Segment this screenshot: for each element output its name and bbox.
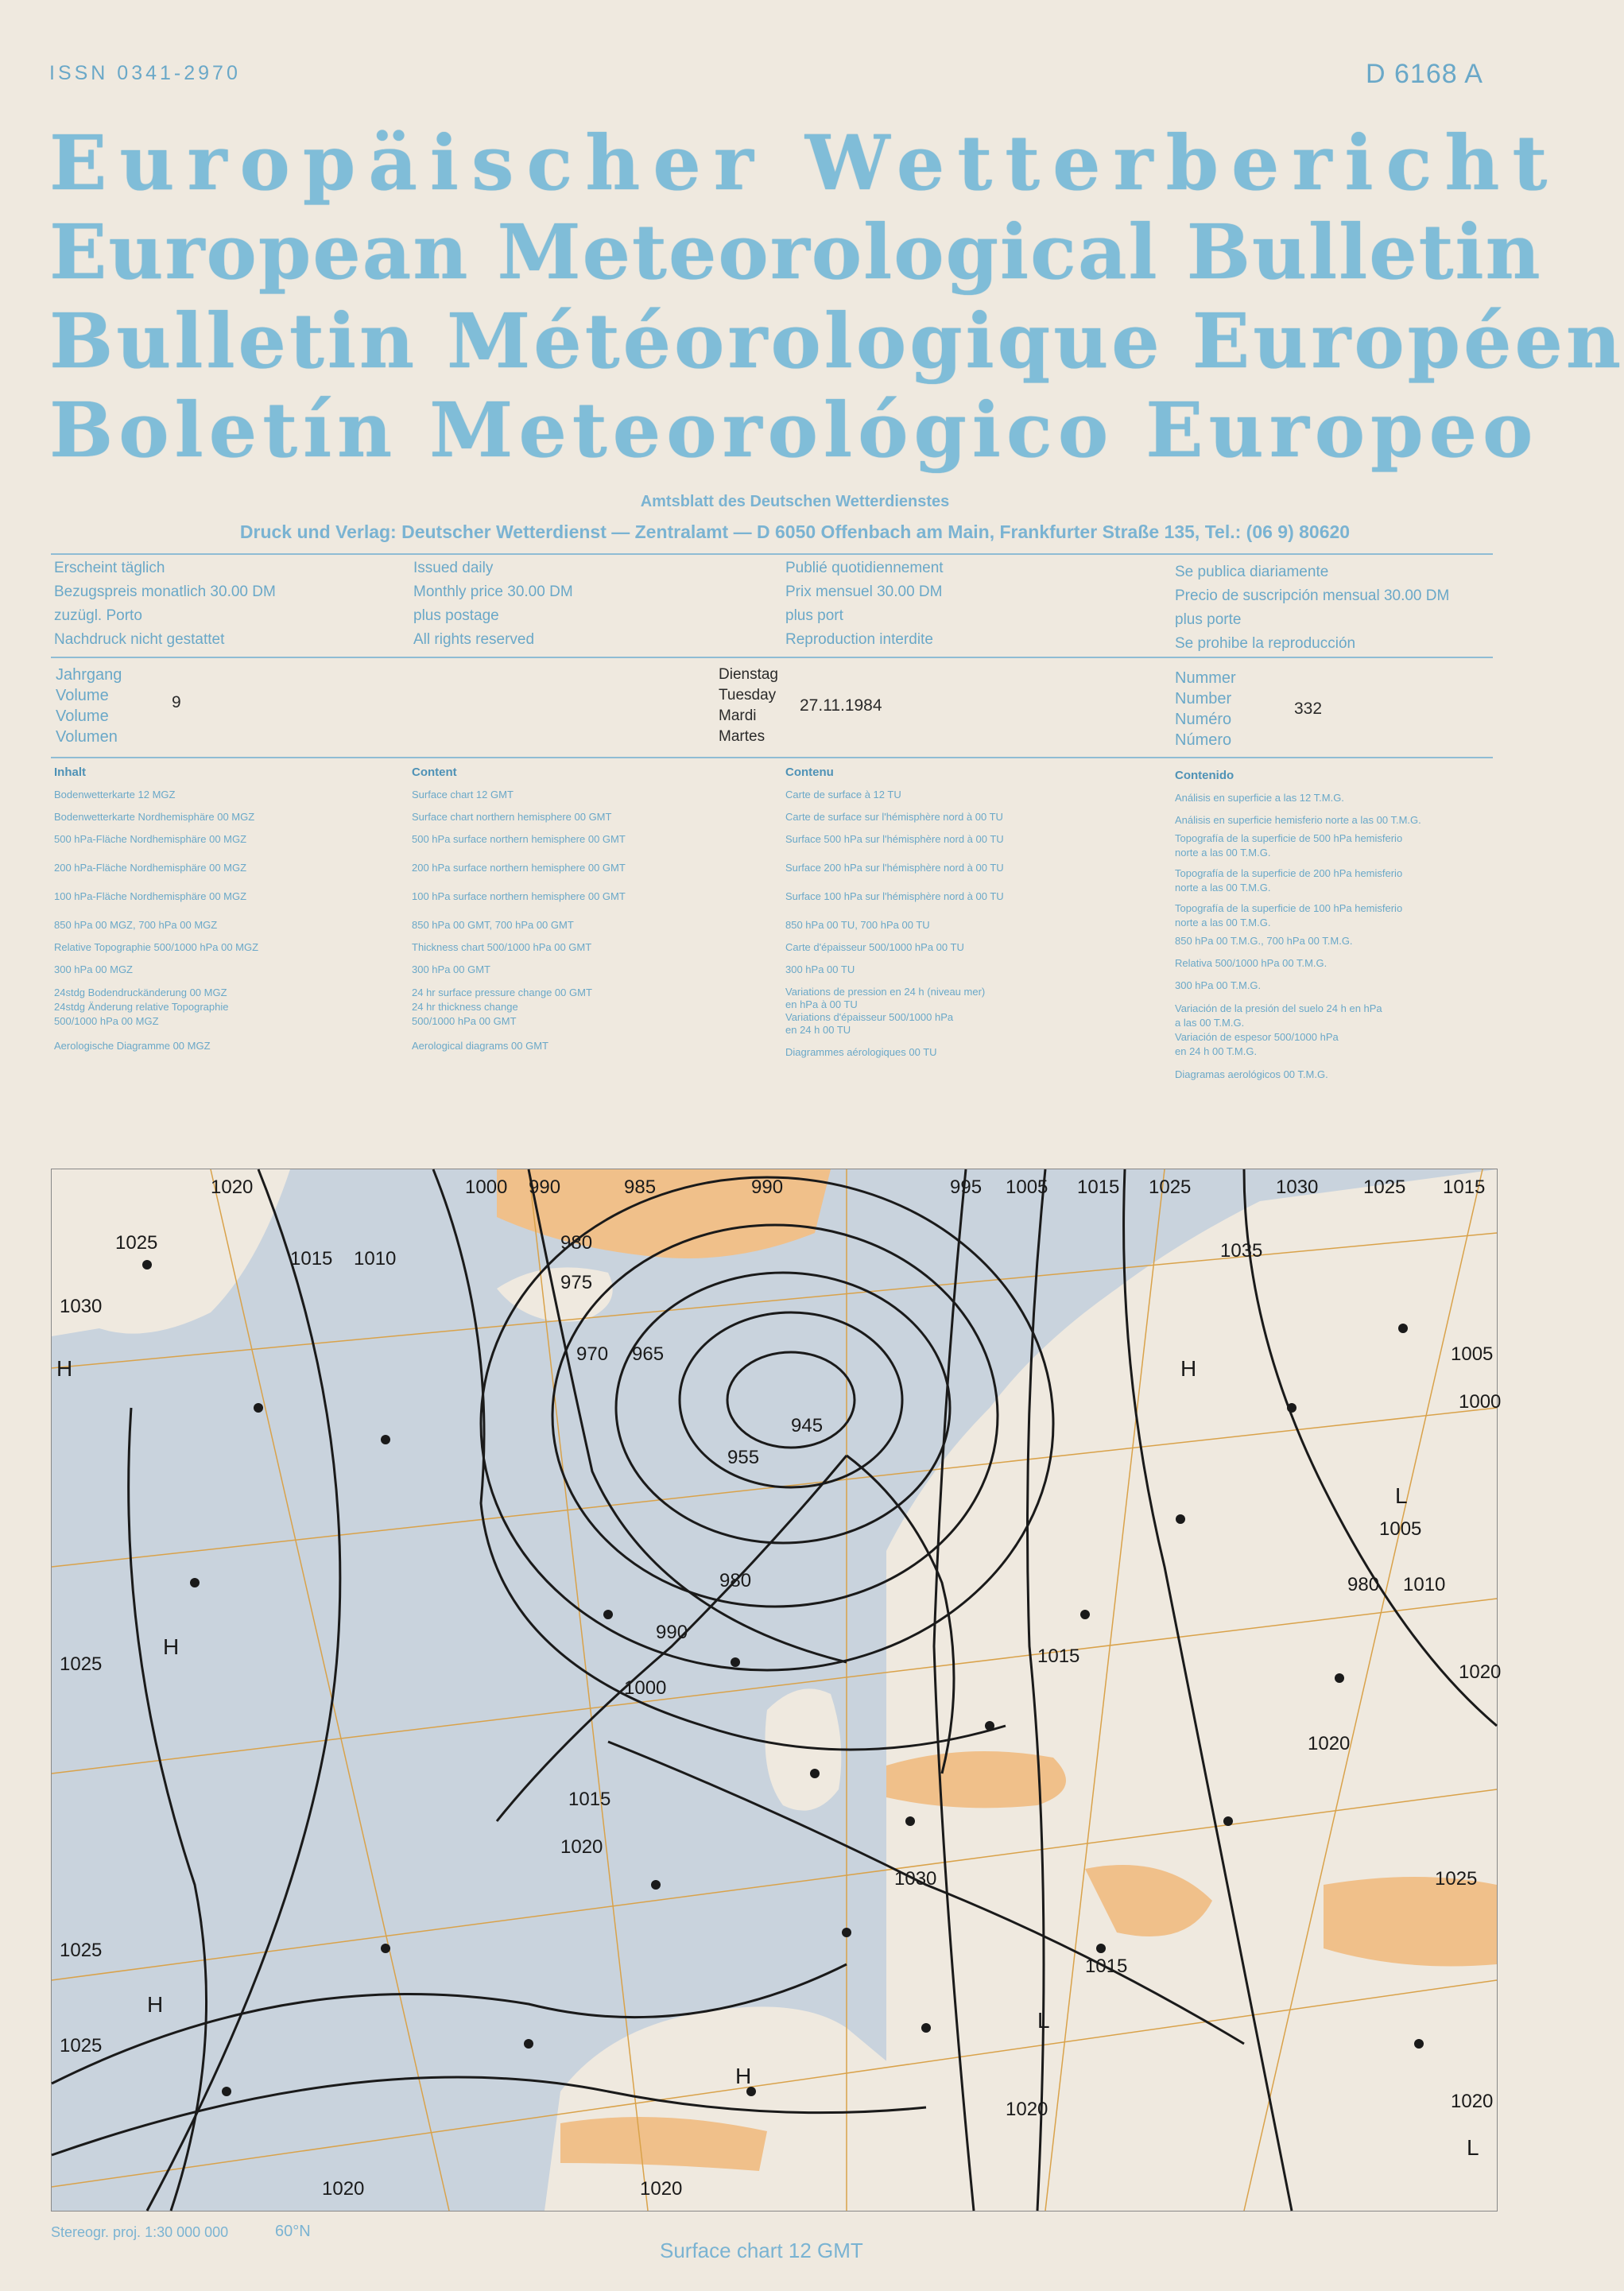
isobar-label: 1025 [1363,1177,1406,1198]
publication-code: D 6168 A [1366,59,1483,89]
isobar-label: 1020 [560,1836,603,1858]
isobar-label: 1015 [1077,1177,1120,1198]
volume-labels: Jahrgang Volume Volume Volumen [56,666,122,746]
isobar-label: 1025 [115,1232,158,1254]
isobar-label: 980 [1347,1574,1380,1595]
isobar-label: 1025 [60,2035,103,2056]
isobar-label: 980 [719,1570,752,1591]
isobar-label: 1015 [568,1789,611,1810]
low-pressure-marker: L [1467,2135,1479,2160]
terms-french: Publié quotidiennement Prix mensuel 30.00 DM plus port Reproduction interdite [785,560,944,648]
isobar-label: 1015 [1037,1646,1080,1667]
isobar-label: 1025 [60,1940,103,1961]
issue-number: 332 [1294,700,1323,718]
official-gazette-line: Amtsblatt des Deutschen Wetterdienstes [640,493,950,510]
terms-german: Erscheint täglich Bezugspreis monatlich 30.00 DM zuzügl. Porto Nachdruck nicht gestattet [54,560,276,648]
isobar-label: 1005 [1379,1518,1422,1540]
low-pressure-marker: L [1037,2008,1050,2033]
isobar-label: 1025 [1435,1868,1478,1890]
isobar-label: 965 [632,1343,665,1365]
terms-spanish: Se publica diariamente Precio de suscripción mensual 30.00 DM plus porte Se prohibe la reproducción [1175,564,1450,652]
isobar-label: 1030 [60,1296,103,1317]
title-english: European Meteorological Bulletin [49,208,1542,297]
isobar-label: 1010 [1403,1574,1446,1595]
isobar-label: 1030 [894,1868,937,1890]
isobar-label: 1020 [640,2178,683,2200]
isobar-label: 990 [656,1622,688,1643]
isobar-label: 1020 [1459,1661,1502,1683]
isobar-label: 1020 [211,1177,254,1198]
isobar-label: 975 [560,1272,593,1293]
high-pressure-marker: H [147,1992,164,2017]
isobar-label: 1020 [1006,2099,1048,2120]
chart-caption: Surface chart 12 GMT [660,2239,863,2262]
title-french: Bulletin Météorologique Européen [49,297,1624,386]
isobar-label: 1015 [1085,1956,1128,1977]
day-labels: Dienstag Tuesday Mardi Martes [719,666,778,745]
isobar-label: 1015 [1443,1177,1486,1198]
contents-french: Contenu Carte de surface à 12 TU Carte de surface sur l'hémisphère nord à 00 TU Surface 500 hPa sur l'hémisphère nord à 00 TU Surface 200 hPa sur l'hémisphère nord à 00 TU Surface 100 hPa sur l'hémisphère nord à 00 TU 850 hPa 00 TU, 700 hPa 00 TU Carte d'épaisseur 500/1000 hPa 00 TU 300 hPa 00 TU Variations de pression en 24 h (niveau mer) en hPa à 00 TU Variations d'épaisseur 500/1000 hPa en 24 h 00 TU Diagrammes aérologiques 00 TU [785,766,1004,1058]
isobar-label: 1020 [1451,2091,1494,2112]
isobar-label: 980 [560,1232,593,1254]
low-pressure-marker: L [1395,1483,1408,1508]
divider [51,553,1493,555]
latitude-note: 60°N [275,2223,311,2240]
isobar-label: 1025 [1149,1177,1192,1198]
isobar-label: 1000 [1459,1391,1502,1413]
isobar-label: 955 [727,1447,760,1468]
divider [51,657,1493,658]
isobar-label: 1005 [1006,1177,1048,1198]
number-labels: Nummer Number Numéro Número [1175,669,1236,749]
isobar-label: 970 [576,1343,609,1365]
isobar-label: 1025 [60,1653,103,1675]
surface-weather-map [51,1169,1502,2212]
isobar-label: 1000 [624,1677,667,1699]
isobar-label: 1000 [465,1177,508,1198]
issue-date: 27.11.1984 [800,696,882,715]
high-pressure-marker: H [1180,1356,1197,1381]
title-german: Europäischer Wetterbericht [49,119,1560,207]
isobar-label: 995 [950,1177,983,1198]
title-block [49,119,1624,475]
isobar-label: 1020 [322,2178,365,2200]
isobar-label: 990 [529,1177,561,1198]
divider [51,757,1493,758]
isobar-label: 945 [791,1415,824,1436]
isobar-label: 1035 [1220,1240,1263,1262]
isobar-label: 1005 [1451,1343,1494,1365]
high-pressure-marker: H [163,1634,180,1659]
high-pressure-marker: H [735,2064,752,2088]
contents-spanish: Contenido Análisis en superficie a las 12 T.M.G. Análisis en superficie hemisferio norte a las 00 T.M.G. Topografía de la superficie de 500 hPa hemisferio norte a las 00 T.M.G. Topografía de la superficie de 200 hPa hemisferio norte a las 00 T.M.G. Topografía de la superficie de 100 hPa hemisferio norte a las 00 T.M.G. 850 hPa 00 T.M.G., 700 hPa 00 T.M.G. Relativa 500/1000 hPa 00 T.M.G. 300 hPa 00 T.M.G. Variación de la presión del suelo 24 h en hPa a las 00 T.M.G. Variación de espesor 500/1000 hPa en 24 h 00 T.M.G. Diagramas aerológicos 00 T.M.G. [1175,769,1421,1080]
volume-number: 9 [172,693,181,711]
isobar-label: 1030 [1276,1177,1319,1198]
anatolia-highland [1324,1877,1497,1967]
high-pressure-marker: H [56,1356,73,1381]
isobar-label: 1015 [290,1248,333,1270]
isobar-label: 1020 [1308,1733,1351,1754]
weather-map-svg [52,1169,1502,2211]
contents-english: Content Surface chart 12 GMT Surface chart northern hemisphere 00 GMT 500 hPa surface northern hemisphere 00 GMT 200 hPa surface northern hemisphere 00 GMT 100 hPa surface northern hemisphere 00 GMT 850 hPa 00 GMT, 700 hPa 00 GMT Thickness chart 500/1000 hPa 00 GMT 300 hPa 00 GMT 24 hr surface pressure change 00 GMT 24 hr thickness change 500/1000 hPa 00 GMT Aerological diagrams 00 GMT [412,766,626,1052]
publisher-line: Druck und Verlag: Deutscher Wetterdienst — Zentralamt — D 6050 Offenbach am Main, Frankfurter Straße 135, Tel.: (06 9) 80620 [239,521,1351,542]
isobar-label: 1010 [354,1248,397,1270]
issn-number: ISSN 0341-2970 [49,62,241,84]
isobar-label: 990 [751,1177,784,1198]
projection-note: Stereogr. proj. 1:30 000 000 [51,2224,229,2240]
contents-german: Inhalt Bodenwetterkarte 12 MGZ Bodenwetterkarte Nordhemisphäre 00 MGZ 500 hPa-Fläche Nordhemisphäre 00 MGZ 200 hPa-Fläche Nordhemisphäre 00 MGZ 100 hPa-Fläche Nordhemisphäre 00 MGZ 850 hPa 00 MGZ, 700 hPa 00 MGZ Relative Topographie 500/1000 hPa 00 MGZ 300 hPa 00 MGZ 24stdg Bodendruckänderung 00 MGZ 24stdg Änderung relative Topographie 500/1000 hPa 00 MGZ Aerologische Diagramme 00 MGZ [54,766,259,1052]
title-spanish: Boletín Meteorológico Europeo [49,386,1539,475]
terms-english: Issued daily Monthly price 30.00 DM plus postage All rights reserved [413,560,573,648]
isobar-label: 985 [624,1177,657,1198]
